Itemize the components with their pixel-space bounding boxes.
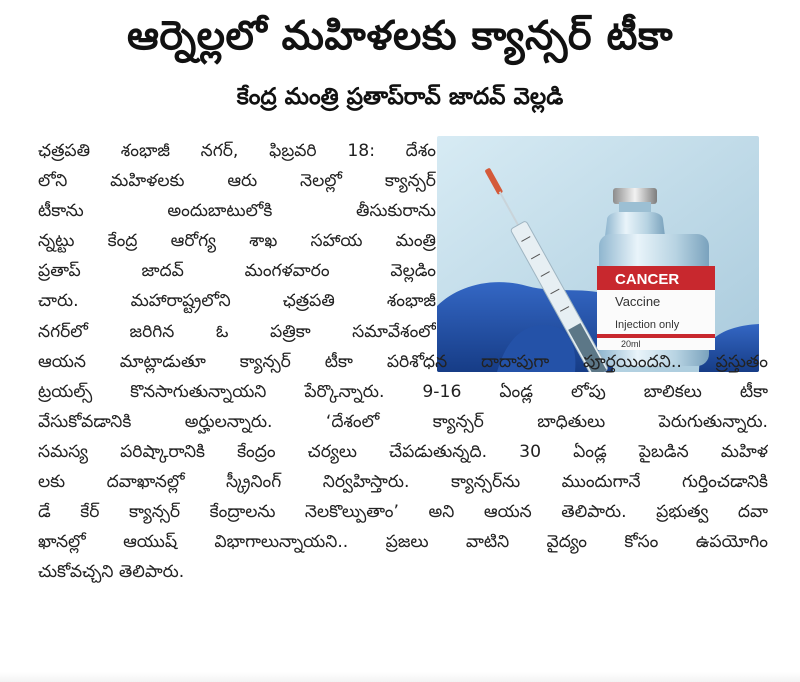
article-line: ట్రయల్స్ కొనసాగుతున్నాయని పేర్కొన్నారు. 9-16 ఏండ్ల లోపు బాలికలు టీకా	[38, 381, 768, 402]
article-line: చారు. మహారాష్ట్రలోని ఛత్రపతి శంభాజీ	[38, 291, 436, 312]
article-line: లోని మహిళలకు ఆరు నెలల్లో క్యాన్సర్	[38, 171, 436, 192]
article-line: లకు దవాఖానల్లో స్క్రీనింగ్ నిర్వహిస్తారు. క్యాన్సర్‌ను ముందుగానే గుర్తించడానికి	[38, 472, 768, 493]
article-line: సమస్య పరిష్కారానికి కేంద్రం చర్యలు చేపడుతున్నది. 30 ఏండ్ల పైబడిన మహిళ	[38, 441, 768, 462]
article-line: టీకాను అందుబాటులోకి తీసుకురాను	[38, 201, 436, 222]
article-line: న్నట్టు కేంద్ర ఆరోగ్య శాఖ సహాయ మంత్రి	[38, 231, 436, 252]
article-line: వేసుకోవడానికి అర్హులన్నారు. ‘దేశంలో క్యాన్సర్ బాధితులు పెరుగుతున్నారు.	[38, 411, 768, 432]
article-line: ఛత్రపతి శంభాజీ నగర్, ఫిబ్రవరి 18: దేశం	[38, 141, 436, 161]
label-volume: 20ml	[621, 339, 641, 349]
headline: ఆర్నెల్లలో మహిళలకు క్యాన్సర్ టీకా	[126, 13, 674, 59]
label-word2: Vaccine	[615, 294, 661, 309]
article-body	[38, 136, 768, 587]
label-word1: CANCER	[615, 271, 680, 288]
article-line: చుకోవచ్చని తెలిపారు.	[38, 562, 185, 583]
label-word3: Injection only	[615, 319, 680, 331]
article-line: ఆయన మాట్లాడుతూ క్యాన్సర్ టీకా పరిశోధన దాదాపుగా పూర్తయిందని.. ప్రస్తుతం	[38, 351, 768, 372]
article-line: నగర్‌లో జరిగిన ఓ పత్రికా సమావేశంలో	[38, 321, 436, 342]
article-line: ప్రతాప్ జాదవ్ మంగళవారం వెల్లడిం	[38, 261, 436, 282]
subheadline: కేంద్ర మంత్రి ప్రతాప్‌రావ్ జాదవ్ వెల్లడి	[236, 84, 564, 110]
page-bottom-edge	[0, 672, 800, 682]
article-line: ఖానల్లో ఆయుష్ విభాగాలున్నాయని.. ప్రజలు వాటిని వైద్యం కోసం ఉపయోగిం	[38, 532, 768, 553]
article-line: డే కేర్ క్యాన్సర్ కేంద్రాలను నెలకొల్పుతాం’ అని ఆయన తెలిపారు. ప్రభుత్వ దవా	[38, 502, 768, 523]
